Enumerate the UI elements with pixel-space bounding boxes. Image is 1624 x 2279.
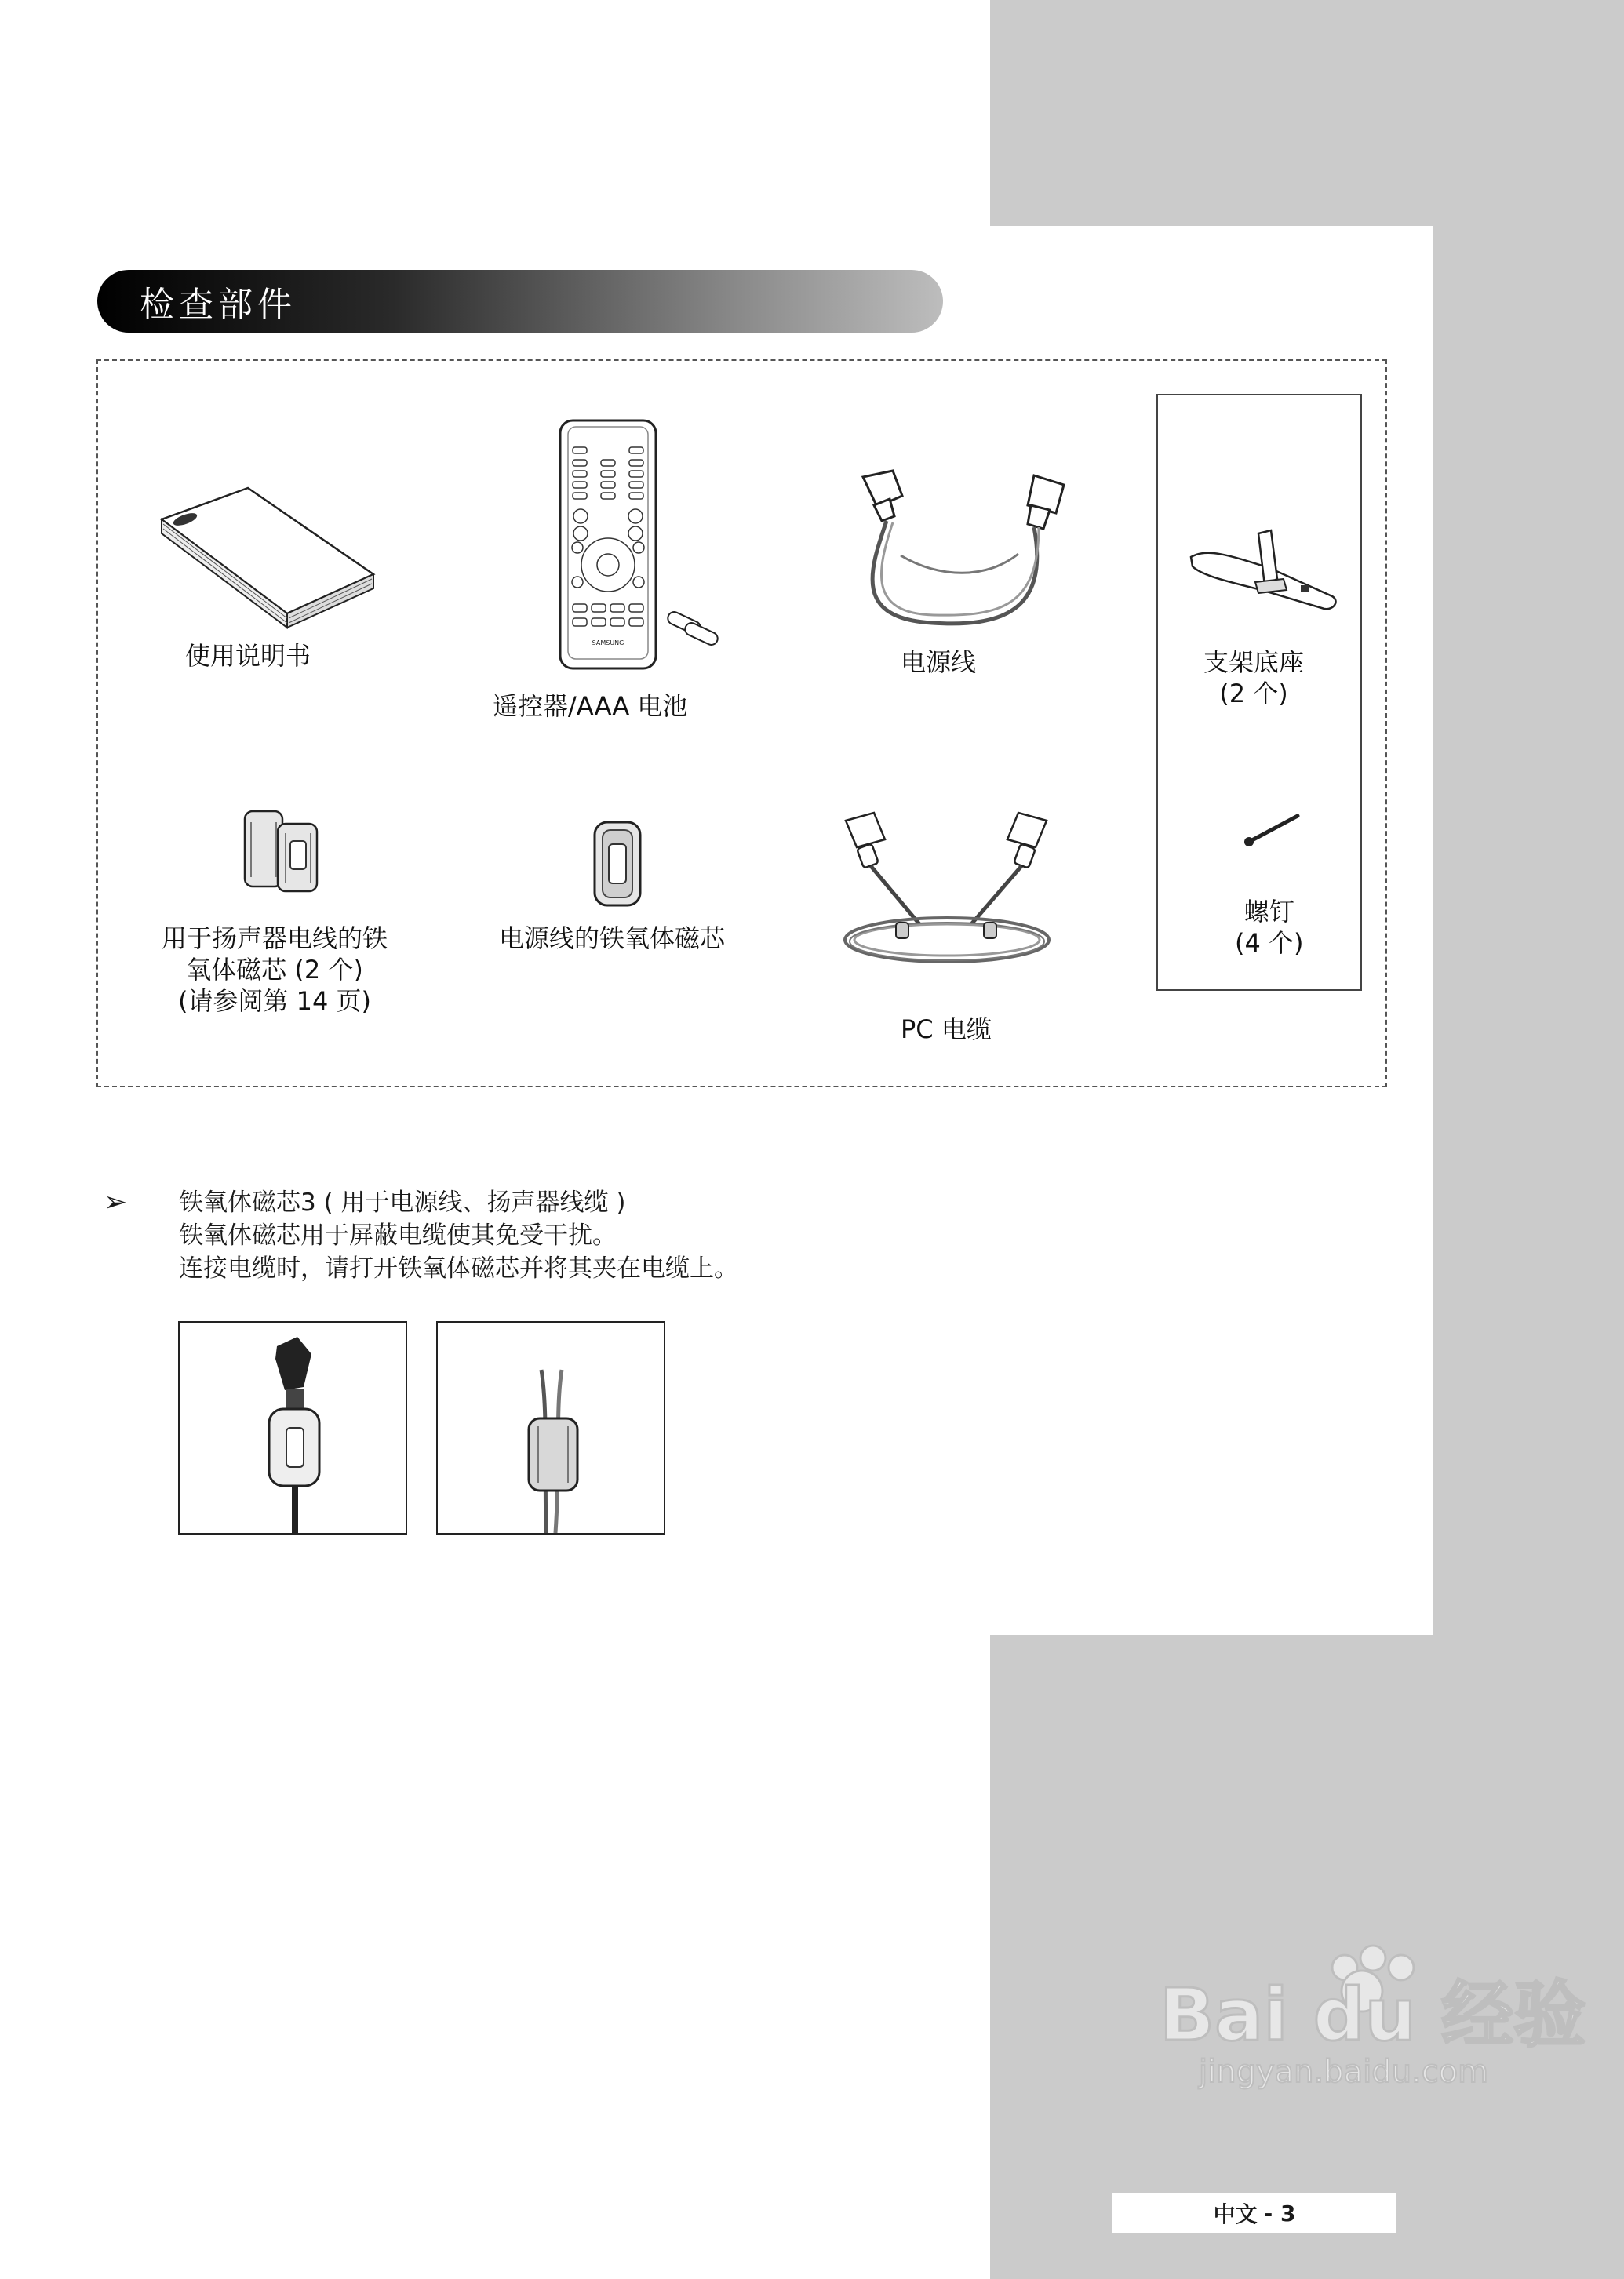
ferrite-speaker-line-3: (请参阅第 14 页) [177,986,372,1016]
section-header [97,270,943,333]
ferrite-power-illustration [590,817,645,910]
screw-illustration [1241,811,1302,849]
page-number-tab [1112,2193,1396,2233]
ferrite-speaker-line-1: 用于扬声器电线的铁 [162,923,388,953]
footer-page: - 3 [1263,2200,1296,2226]
note-line-2: 铁氧体磁芯用于屏蔽电缆使其免受干扰。 [179,1221,617,1250]
remote-label: 遥控器/AAA 电池 [493,691,688,721]
pc-cable-illustration [833,806,1061,971]
power-cord-label: 电源线 [901,647,977,677]
attach-speaker-frame [436,1321,665,1535]
remote-brand-text: SAMSUNG [592,639,624,646]
pc-cable-label: PC 电缆 [901,1014,992,1044]
note-arrow-icon: ➢ [104,1186,128,1218]
stand-base-illustration [1183,524,1340,618]
watermark-brand: Bai du 经验 [1160,1973,1586,2057]
screws-label [1235,896,1304,959]
baidu-watermark [1152,1936,1607,2093]
stand-base-name: 支架底座 [1203,647,1305,677]
ferrite-power-label: 电源线的铁氧体磁芯 [499,923,726,953]
screws-qty: (4 个) [1235,928,1304,958]
gray-band-right [1433,226,1624,1635]
section-title: 检查部件 [140,285,297,325]
ferrite-speaker-illustration [240,806,334,893]
manual-label: 使用说明书 [185,641,311,671]
ferrite-speaker-label [162,923,388,1017]
attach-power-frame [178,1321,407,1535]
watermark-url: jingyan.baidu.com [1199,2054,1489,2090]
power-cord-illustration [846,461,1081,638]
note-line-3: 连接电缆时，请打开铁氧体磁芯并将其夹在电缆上。 [179,1254,738,1283]
gray-band-top [990,0,1624,226]
manual-illustration [154,480,381,637]
screws-name: 螺钉 [1243,897,1294,927]
attach-power-illustration [180,1323,406,1533]
note-line-1: 铁氧体磁芯3 ( 用于电源线、扬声器线缆 ) [179,1189,626,1217]
stand-base-label [1203,646,1304,709]
footer-language: 中文 [1213,2201,1258,2227]
attach-speaker-illustration [438,1323,664,1533]
stand-base-qty: (2 个) [1219,679,1288,708]
ferrite-speaker-line-2: 氧体磁芯 (2 个) [186,955,363,985]
remote-illustration [549,416,753,675]
